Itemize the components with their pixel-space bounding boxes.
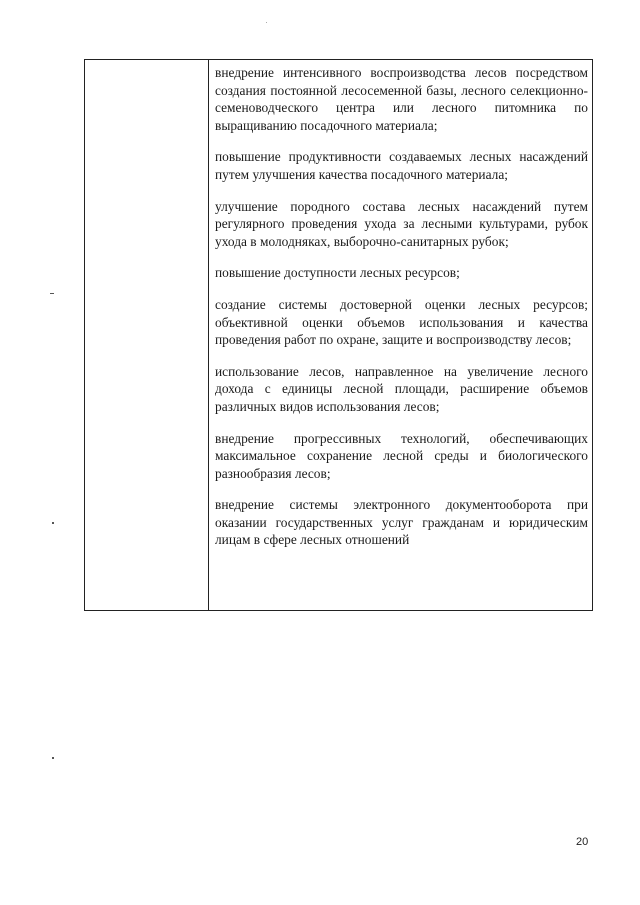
paragraph-3: улучшение породного состава лесных насаждений путем регулярного проведения ухода за лесными культурами, рубок ухода в молодняках, выборочно-санитарных рубок; <box>215 198 588 249</box>
paragraph-7: внедрение прогрессивных технологий, обеспечивающих максимальное сохранение лесной среды и биологического разнообразия лесов; <box>215 430 588 481</box>
content-table <box>84 59 593 611</box>
table-right-cell <box>215 64 588 563</box>
paragraph-5: создание системы достоверной оценки лесных ресурсов; объективной оценки объемов использования и качества проведения работ по охране, защите и воспроизводству лесов; <box>215 296 588 348</box>
column-divider <box>208 60 209 610</box>
paragraph-4: повышение доступности лесных ресурсов; <box>215 265 460 281</box>
paragraph-6: использование лесов, направленное на увеличение лесного дохода с единицы лесной площади, расширение объемов различных видов использования лесов; <box>215 363 588 414</box>
paragraph-8: внедрение системы электронного документооборота при оказании государственных услуг гражданам и юридическим лицам в сфере лесных отношений <box>215 497 588 548</box>
scan-artifact <box>52 757 54 759</box>
paragraph-1: внедрение интенсивного воспроизводства лесов посредством создания постоянной лесосеменной базы, лесного селекционно-семеноводческого центра или лесного питомника по выращиванию посадочного материала; <box>215 65 588 133</box>
paragraph-2: повышение продуктивности создаваемых лесных насаждений путем улучшения качества посадочного материала; <box>215 149 588 182</box>
scan-artifact <box>50 293 54 294</box>
scan-artifact <box>266 22 267 23</box>
page-number: 20 <box>576 836 589 848</box>
scan-artifact <box>52 522 54 524</box>
